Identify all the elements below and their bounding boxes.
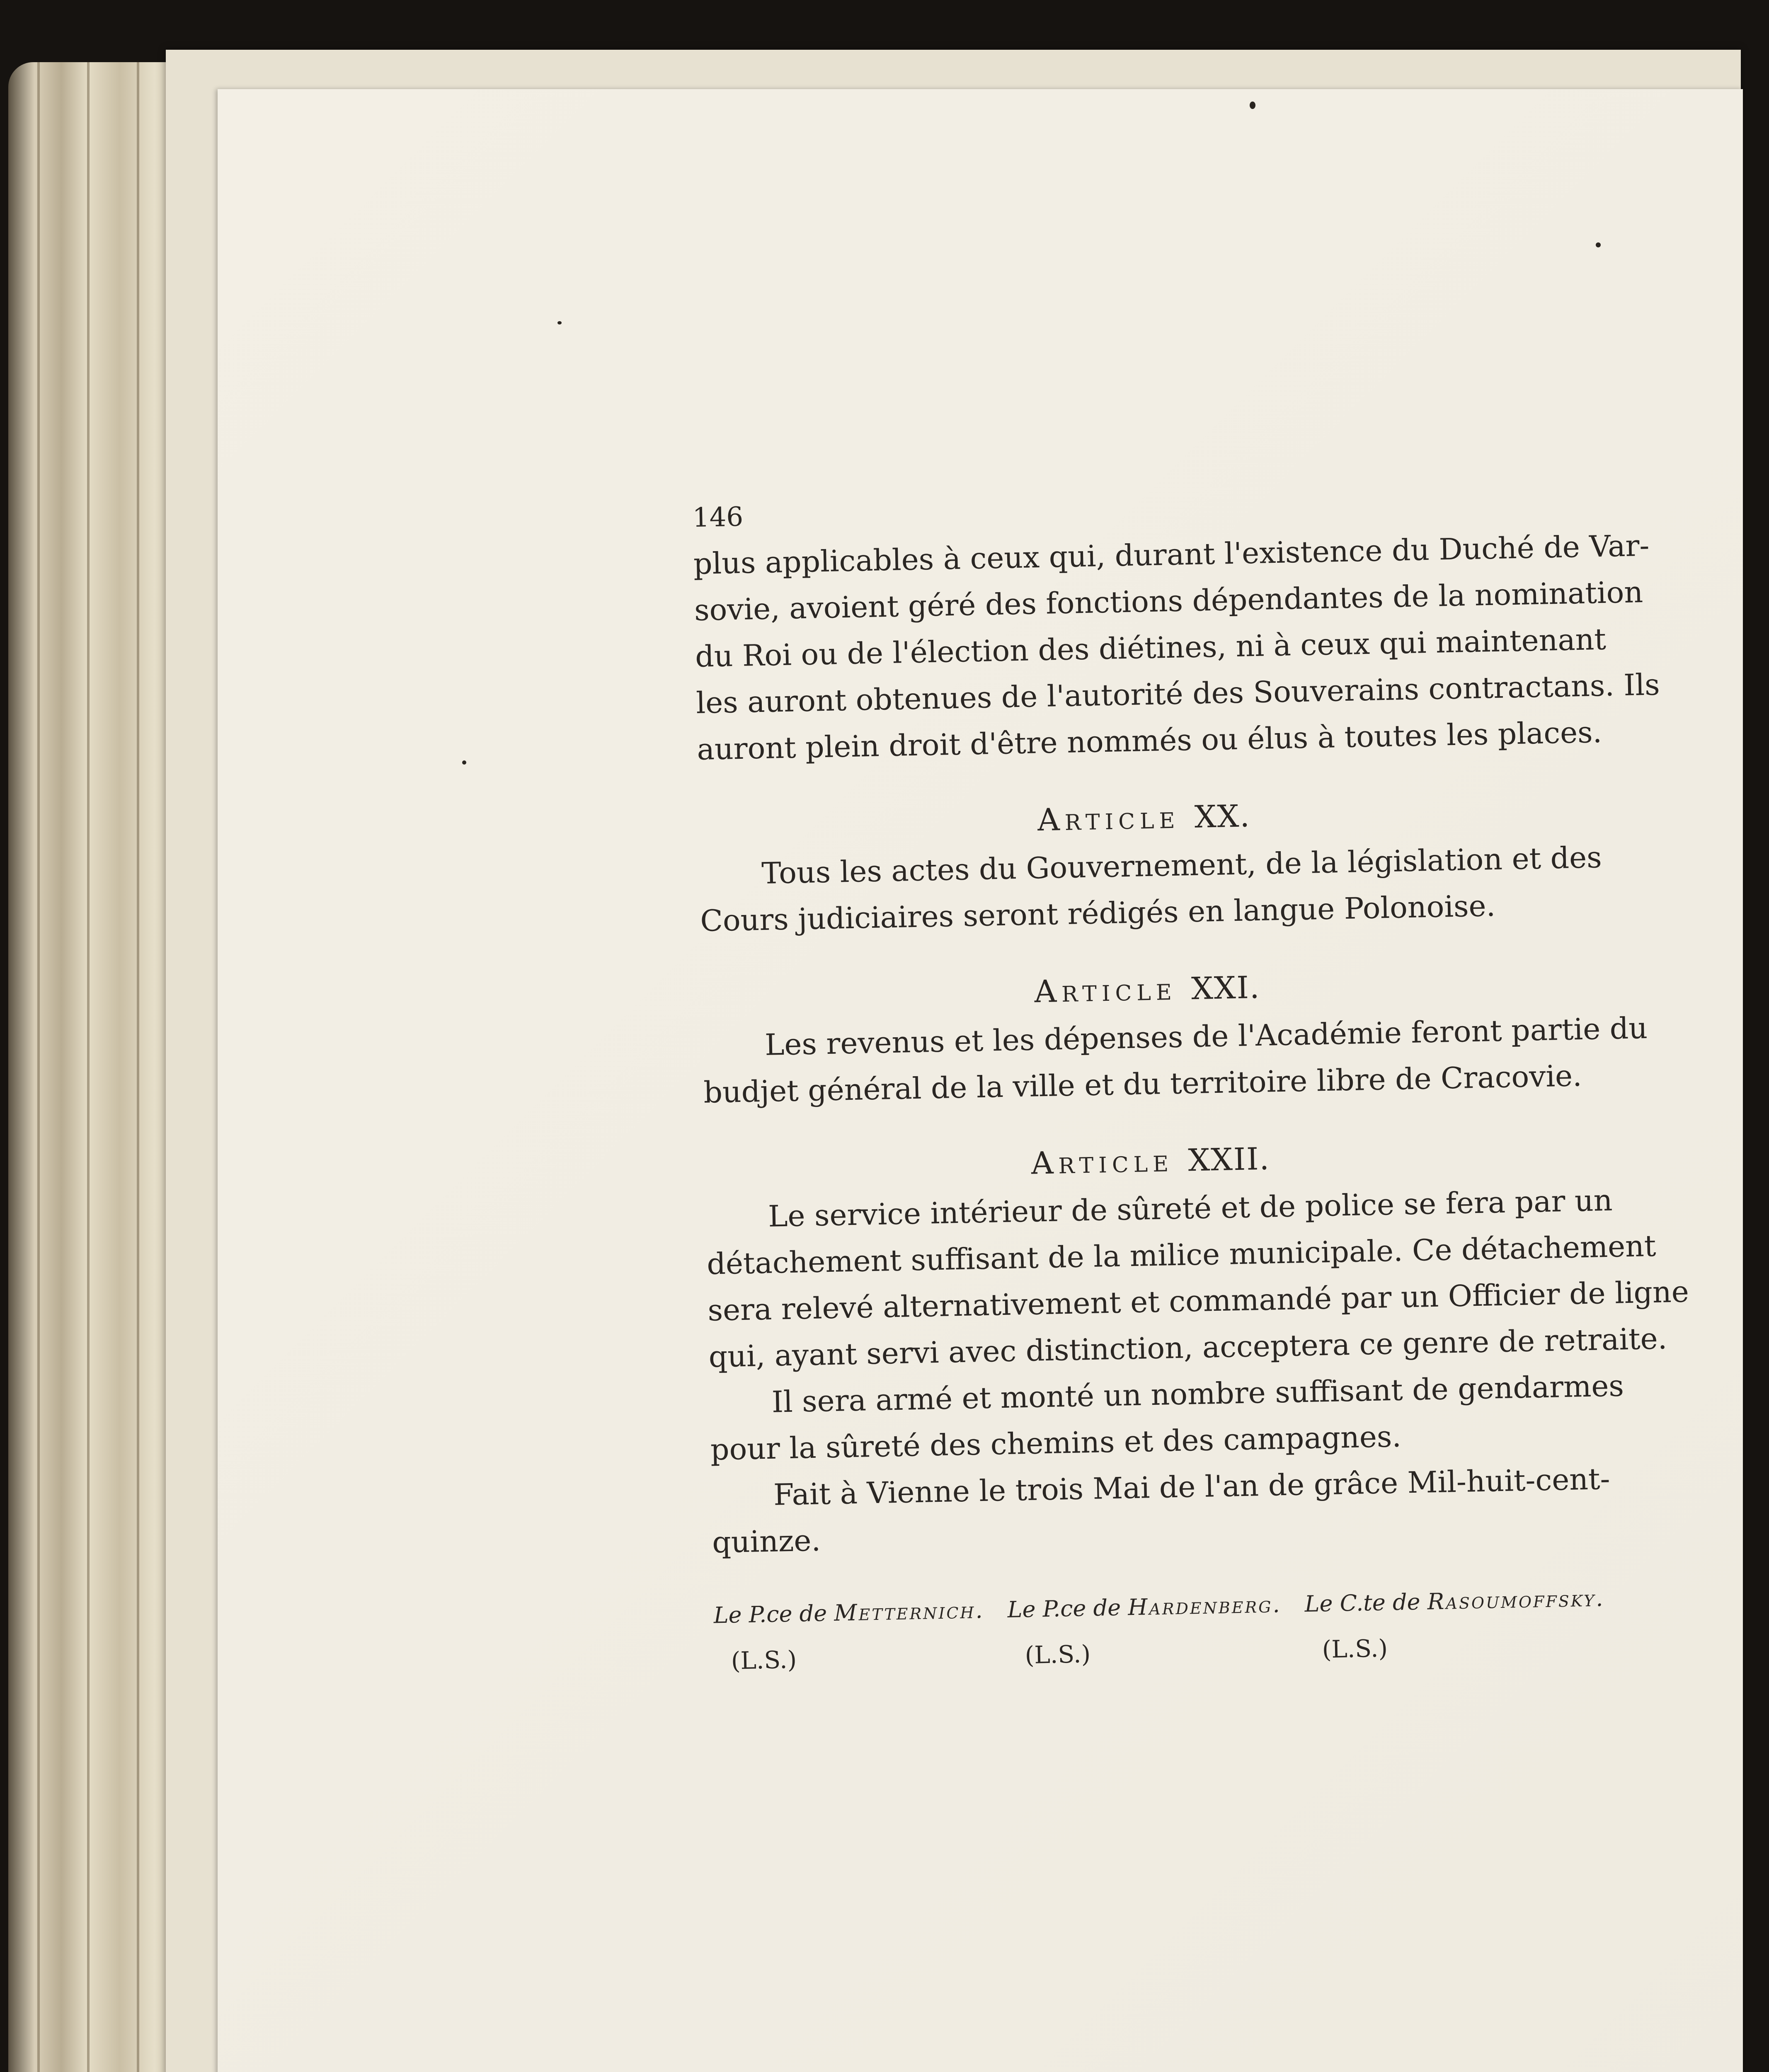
signature-prefix: Le P.ce de: [713, 1600, 827, 1629]
page-edge-line: [137, 62, 139, 2072]
text-line: quinze.: [712, 1523, 821, 1560]
article-heading-word: Article: [1037, 799, 1180, 838]
paper-speck: [1596, 242, 1601, 247]
text-line: sovie, avoient géré des fonctions dépendantes de la nomination: [694, 575, 1643, 627]
article-heading-word: Article: [1034, 971, 1177, 1010]
text-line: Cours judiciaires seront rédigés en langue Polonoise.: [700, 888, 1496, 938]
page-text: [692, 482, 1689, 1678]
seal-mark: (L.S.): [731, 1645, 797, 1675]
intro-paragraph: [693, 524, 1660, 773]
signature-prefix: Le C.te de: [1304, 1588, 1421, 1617]
text-line: détachement suffisant de la milice municipale. Ce détachement: [706, 1228, 1657, 1281]
text-line: Il sera armé et monté un nombre suffisant de gendarmes: [771, 1368, 1624, 1419]
paper-speck: [1250, 102, 1255, 109]
signature-metternich: [713, 1594, 986, 1678]
text-line: du Roi ou de l'élection des diétines, ni à ceux qui maintenant: [695, 622, 1607, 674]
signature-hardenberg: [1007, 1588, 1283, 1672]
signature-name: Rasoumoffsky.: [1427, 1585, 1605, 1615]
text-line: auront plein droit d'être nommés ou élus à toutes les places.: [696, 714, 1602, 767]
paper-speck: [557, 321, 562, 324]
text-line: les auront obtenues de l'autorité des Souverains contractans. Ils: [695, 667, 1660, 720]
signature-prefix: Le P.ce de: [1007, 1594, 1121, 1623]
page-edge-line: [87, 62, 90, 2072]
article-body: [702, 1006, 1648, 1116]
text-line: budjet général de la ville et du territoire libre de Cracovie.: [703, 1058, 1582, 1110]
article-body: [705, 1177, 1689, 1566]
page-edge-line: [37, 62, 40, 2072]
text-line: plus applicables à ceux qui, durant l'existence du Duché de Var-: [693, 528, 1650, 581]
signature-name: Metternich.: [834, 1597, 985, 1626]
article-body: [699, 835, 1602, 944]
paper-speck: [462, 760, 466, 765]
text-line: pour la sûreté des chemins et des campagnes.: [710, 1419, 1402, 1467]
text-line: Tous les actes du Gouvernement, de la législation et des: [761, 840, 1602, 891]
text-line: Fait à Vienne le trois Mai de l'an de grâce Mil-huit-cent-: [773, 1461, 1611, 1512]
seal-mark: (L.S.): [1025, 1640, 1091, 1670]
page-number: 146: [692, 501, 744, 533]
text-line: sera relevé alternativement et commandé par un Officier de ligne: [707, 1274, 1689, 1328]
article-heading-number: XX.: [1194, 798, 1251, 835]
signature-rasoumoffsky: [1304, 1582, 1606, 1666]
article-heading-word: Article: [1031, 1143, 1174, 1181]
text-line: Les revenus et les dépenses de l'Académie feront partie du: [764, 1010, 1648, 1062]
article-heading-number: XXII.: [1187, 1141, 1270, 1179]
text-line: Le service intérieur de sûreté et de police se fera par un: [768, 1183, 1613, 1234]
signature-name: Hardenberg.: [1127, 1591, 1282, 1621]
text-line: qui, ayant servi avec distinction, acceptera ce genre de retraite.: [708, 1321, 1667, 1374]
seal-mark: (L.S.): [1322, 1634, 1388, 1664]
article-heading-number: XXI.: [1191, 969, 1261, 1007]
